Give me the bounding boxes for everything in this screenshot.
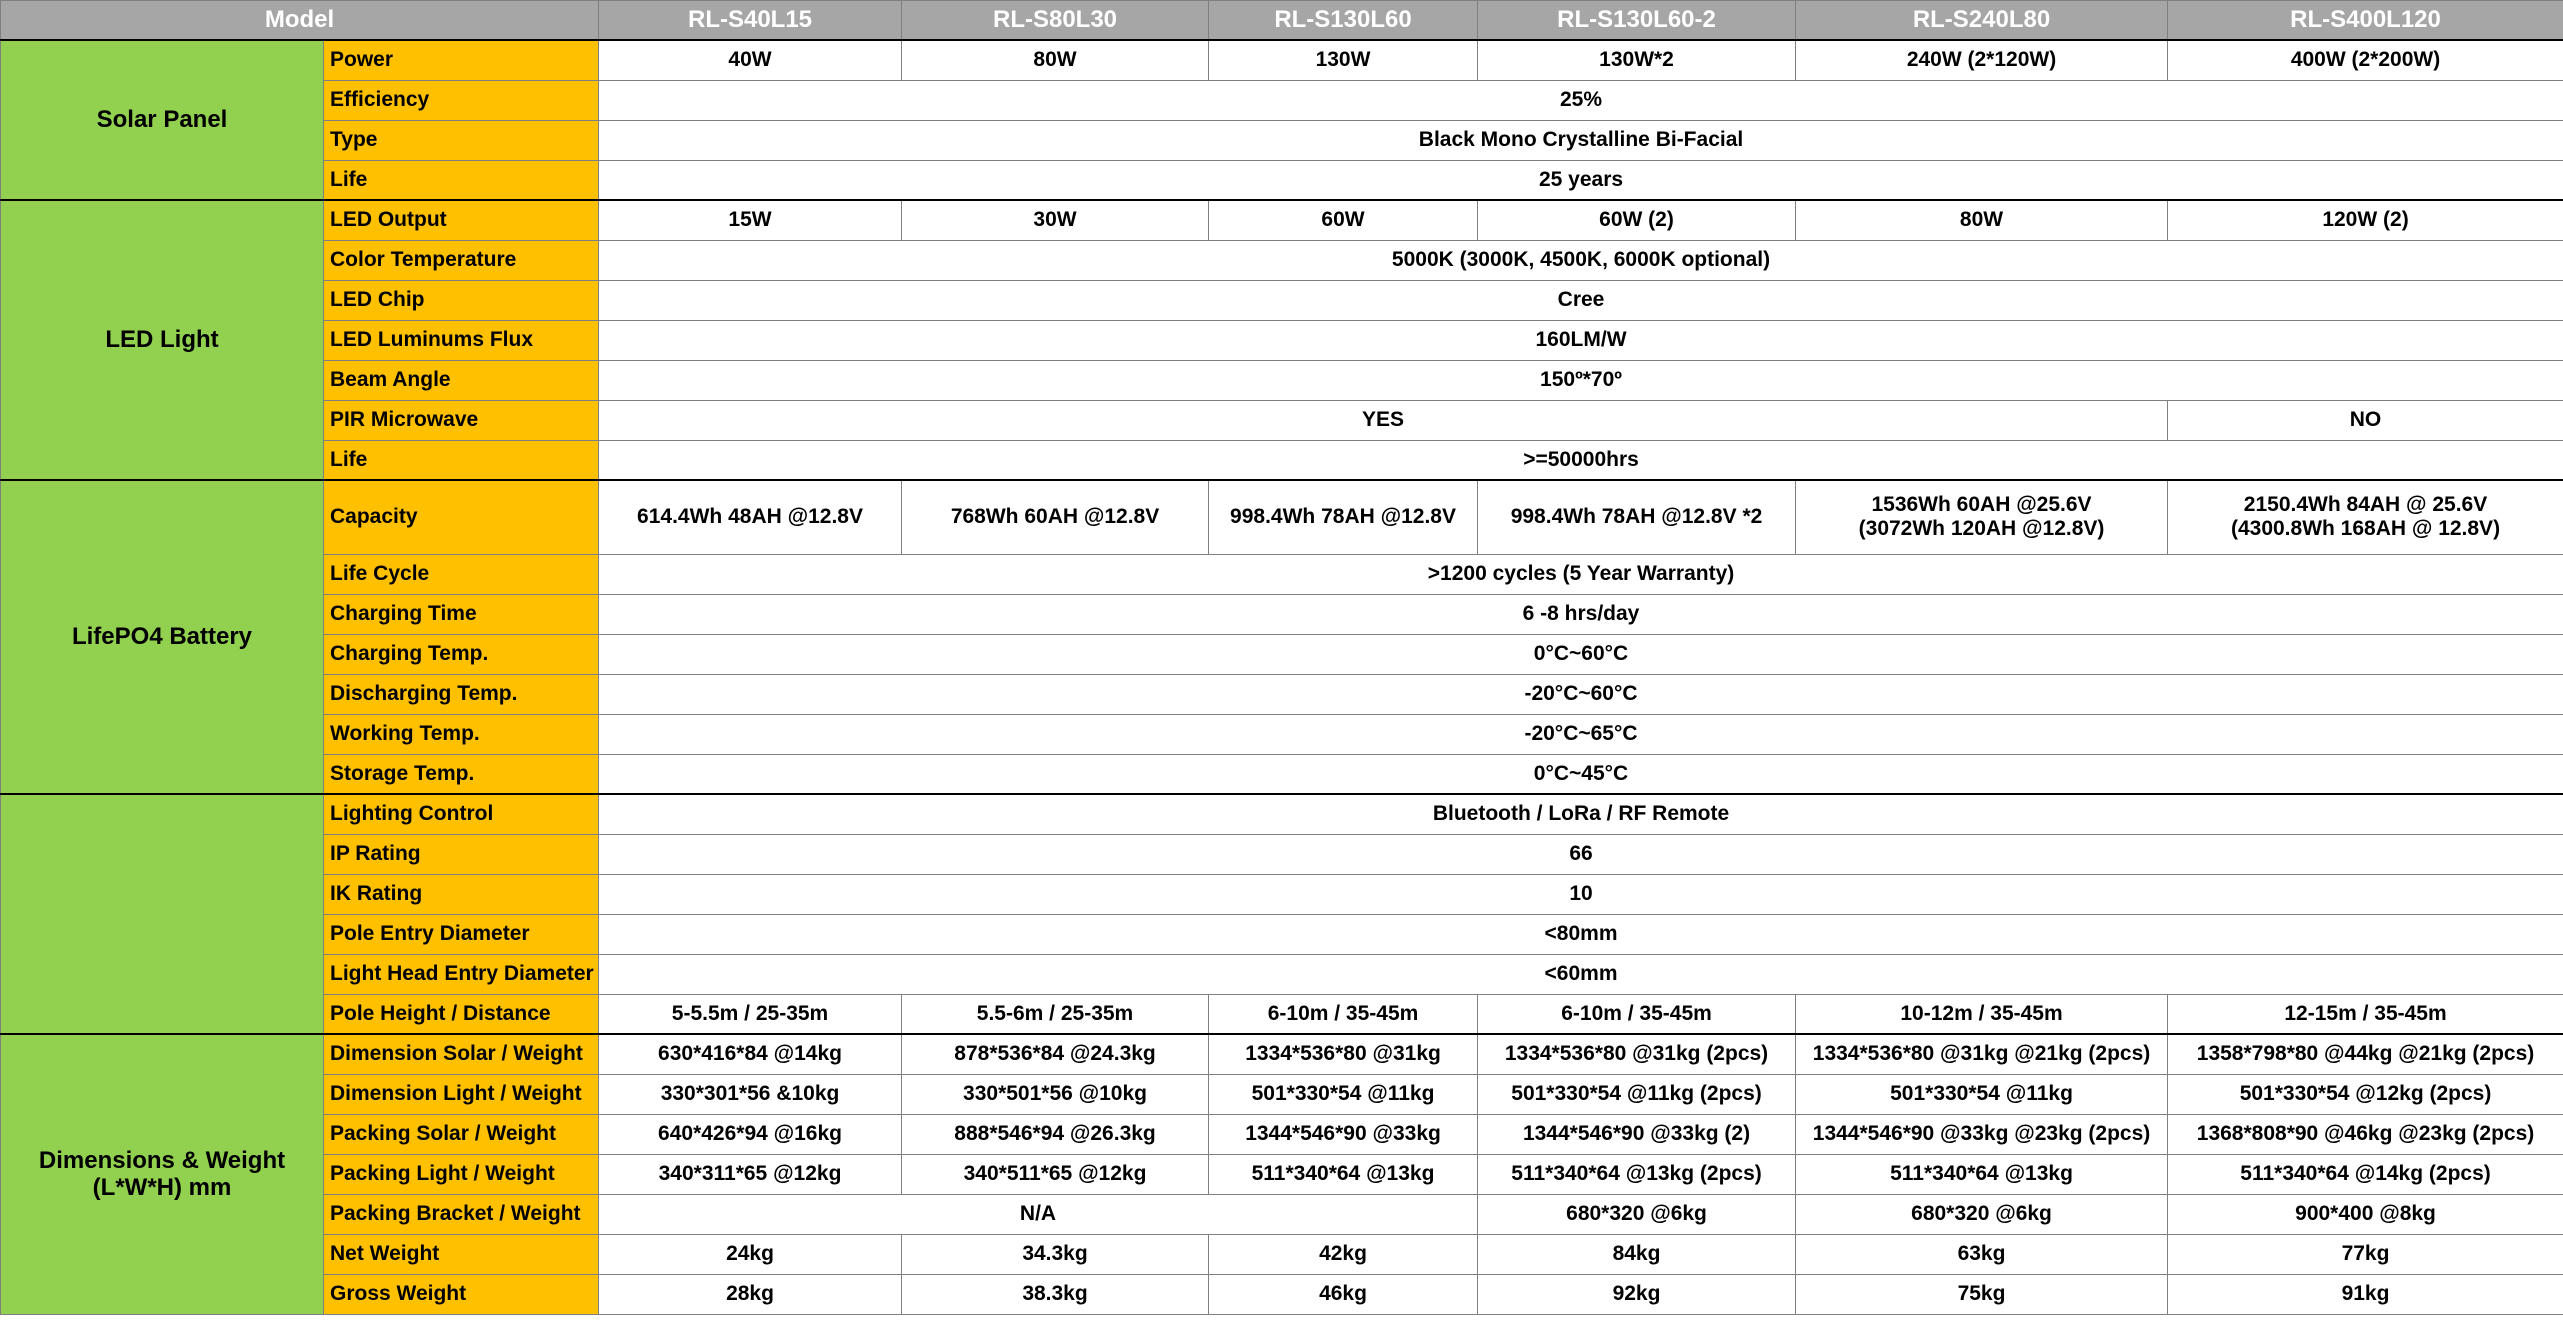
row-label: Net Weight: [324, 1234, 599, 1274]
cell: 330*301*56 &10kg: [599, 1074, 902, 1114]
row-label: Life Cycle: [324, 554, 599, 594]
cell: <80mm: [599, 914, 2563, 954]
table-row: [1, 1274, 2563, 1314]
table-row: [1, 874, 2563, 914]
cell: 1358*798*80 @44kg @21kg (2pcs): [2168, 1034, 2563, 1074]
table-row: [1, 834, 2563, 874]
table-row: [1, 714, 2563, 754]
cell: Black Mono Crystalline Bi-Facial: [599, 120, 2563, 160]
cell: 5000K (3000K, 4500K, 6000K optional): [599, 240, 2563, 280]
cell: 10: [599, 874, 2563, 914]
cell: 340*511*65 @12kg: [902, 1154, 1209, 1194]
cell: 1344*546*90 @33kg: [1209, 1114, 1478, 1154]
table-row: [1, 954, 2563, 994]
cell: 1334*536*80 @31kg @21kg (2pcs): [1796, 1034, 2168, 1074]
table-row: [1, 240, 2563, 280]
table-row: [1, 794, 2563, 834]
cell: -20°C~65°C: [599, 714, 2563, 754]
cell: 6-10m / 35-45m: [1209, 994, 1478, 1034]
table-row: [1, 1154, 2563, 1194]
row-label: LED Output: [324, 200, 599, 240]
table-row: [1, 554, 2563, 594]
cell: 330*501*56 @10kg: [902, 1074, 1209, 1114]
cell: >=50000hrs: [599, 440, 2563, 480]
row-label: Pole Height / Distance: [324, 994, 599, 1034]
row-label: Storage Temp.: [324, 754, 599, 794]
cell: 6-10m / 35-45m: [1478, 994, 1796, 1034]
cell: 77kg: [2168, 1234, 2563, 1274]
group-lifepo4-battery: LifePO4 Battery: [1, 480, 324, 794]
cell: 501*330*54 @12kg (2pcs): [2168, 1074, 2563, 1114]
row-label: Packing Light / Weight: [324, 1154, 599, 1194]
row-label: Life: [324, 160, 599, 200]
row-label: IP Rating: [324, 834, 599, 874]
row-label: Charging Temp.: [324, 634, 599, 674]
group-led-light: LED Light: [1, 200, 324, 480]
cell: 15W: [599, 200, 902, 240]
row-label: Pole Entry Diameter: [324, 914, 599, 954]
cell: 240W (2*120W): [1796, 40, 2168, 80]
cell: 501*330*54 @11kg: [1209, 1074, 1478, 1114]
cell: 63kg: [1796, 1234, 2168, 1274]
cell: 66: [599, 834, 2563, 874]
table-row: [1, 674, 2563, 714]
row-label: PIR Microwave: [324, 400, 599, 440]
row-label: Type: [324, 120, 599, 160]
cell-line: (4300.8Wh 168AH @ 12.8V): [2230, 517, 2501, 541]
model-header-1: RL-S40L15: [599, 1, 902, 41]
model-header-4: RL-S130L60-2: [1478, 1, 1796, 41]
cell: 511*340*64 @13kg (2pcs): [1478, 1154, 1796, 1194]
cell: 680*320 @6kg: [1478, 1194, 1796, 1234]
cell: N/A: [599, 1194, 1478, 1234]
model-header-2: RL-S80L30: [902, 1, 1209, 41]
cell: 998.4Wh 78AH @12.8V *2: [1478, 480, 1796, 554]
row-label: Packing Solar / Weight: [324, 1114, 599, 1154]
cell: 84kg: [1478, 1234, 1796, 1274]
cell: 0°C~45°C: [599, 754, 2563, 794]
cell: 680*320 @6kg: [1796, 1194, 2168, 1234]
cell: 768Wh 60AH @12.8V: [902, 480, 1209, 554]
cell: 1334*536*80 @31kg (2pcs): [1478, 1034, 1796, 1074]
cell: 998.4Wh 78AH @12.8V: [1209, 480, 1478, 554]
cell: 501*330*54 @11kg (2pcs): [1478, 1074, 1796, 1114]
cell: [2168, 480, 2563, 554]
cell: 75kg: [1796, 1274, 2168, 1314]
cell-line: 2150.4Wh 84AH @ 25.6V: [2243, 493, 2488, 517]
table-row: [1, 280, 2563, 320]
cell: 614.4Wh 48AH @12.8V: [599, 480, 902, 554]
cell: NO: [2168, 400, 2563, 440]
cell: 511*340*64 @13kg: [1796, 1154, 2168, 1194]
cell: 1344*546*90 @33kg @23kg (2pcs): [1796, 1114, 2168, 1154]
header-row: [1, 1, 2563, 41]
row-label: Color Temperature: [324, 240, 599, 280]
cell: 46kg: [1209, 1274, 1478, 1314]
row-label: Discharging Temp.: [324, 674, 599, 714]
cell: 12-15m / 35-45m: [2168, 994, 2563, 1034]
cell: 5.5-6m / 25-35m: [902, 994, 1209, 1034]
row-label: Charging Time: [324, 594, 599, 634]
cell: 34.3kg: [902, 1234, 1209, 1274]
group-line: Dimensions & Weight: [38, 1146, 286, 1174]
cell: 25%: [599, 80, 2563, 120]
table-row: [1, 634, 2563, 674]
cell: [1796, 480, 2168, 554]
table-row: [1, 120, 2563, 160]
cell: 80W: [902, 40, 1209, 80]
cell: 1334*536*80 @31kg: [1209, 1034, 1478, 1074]
model-header-5: RL-S240L80: [1796, 1, 2168, 41]
cell: 130W*2: [1478, 40, 1796, 80]
row-label: LED Luminums Flux: [324, 320, 599, 360]
row-label: Working Temp.: [324, 714, 599, 754]
model-header-6: RL-S400L120: [2168, 1, 2563, 41]
table-row: [1, 360, 2563, 400]
cell: 400W (2*200W): [2168, 40, 2563, 80]
cell: 80W: [1796, 200, 2168, 240]
row-label: Packing Bracket / Weight: [324, 1194, 599, 1234]
model-header: Model: [1, 1, 599, 41]
cell: 501*330*54 @11kg: [1796, 1074, 2168, 1114]
cell: 40W: [599, 40, 902, 80]
group-dimensions-weight: [1, 1034, 324, 1314]
cell-line: 1536Wh 60AH @25.6V: [1871, 493, 2092, 517]
cell: 10-12m / 35-45m: [1796, 994, 2168, 1034]
cell: 878*536*84 @24.3kg: [902, 1034, 1209, 1074]
cell: 1368*808*90 @46kg @23kg (2pcs): [2168, 1114, 2563, 1154]
table-row: [1, 1074, 2563, 1114]
row-label: Life: [324, 440, 599, 480]
cell: 130W: [1209, 40, 1478, 80]
cell: 28kg: [599, 1274, 902, 1314]
table-row: [1, 1114, 2563, 1154]
cell: >1200 cycles (5 Year Warranty): [599, 554, 2563, 594]
table-row: [1, 200, 2563, 240]
cell: 6 -8 hrs/day: [599, 594, 2563, 634]
cell: Bluetooth / LoRa / RF Remote: [599, 794, 2563, 834]
cell: 25 years: [599, 160, 2563, 200]
table-row: [1, 400, 2563, 440]
model-header-3: RL-S130L60: [1209, 1, 1478, 41]
group-unlabeled: [1, 794, 324, 1034]
cell: 38.3kg: [902, 1274, 1209, 1314]
row-label: Capacity: [324, 480, 599, 554]
row-label: Gross Weight: [324, 1274, 599, 1314]
cell: 511*340*64 @13kg: [1209, 1154, 1478, 1194]
group-solar-panel: Solar Panel: [1, 40, 324, 200]
cell: 24kg: [599, 1234, 902, 1274]
cell: 1344*546*90 @33kg (2): [1478, 1114, 1796, 1154]
table-row: [1, 320, 2563, 360]
group-line: (L*W*H) mm: [92, 1174, 232, 1202]
table-row: [1, 480, 2563, 554]
row-label: LED Chip: [324, 280, 599, 320]
row-label: Lighting Control: [324, 794, 599, 834]
cell: 640*426*94 @16kg: [599, 1114, 902, 1154]
cell: 60W: [1209, 200, 1478, 240]
row-label: IK Rating: [324, 874, 599, 914]
row-label: Efficiency: [324, 80, 599, 120]
table-row: [1, 994, 2563, 1034]
cell: 30W: [902, 200, 1209, 240]
table-row: [1, 594, 2563, 634]
table-row: [1, 80, 2563, 120]
cell: 92kg: [1478, 1274, 1796, 1314]
row-label: Power: [324, 40, 599, 80]
cell: 150º*70º: [599, 360, 2563, 400]
table-row: [1, 160, 2563, 200]
cell: 630*416*84 @14kg: [599, 1034, 902, 1074]
cell: 0°C~60°C: [599, 634, 2563, 674]
cell-line: (3072Wh 120AH @12.8V): [1858, 517, 2105, 541]
cell: 60W (2): [1478, 200, 1796, 240]
cell: 340*311*65 @12kg: [599, 1154, 902, 1194]
table-row: [1, 1234, 2563, 1274]
cell: 511*340*64 @14kg (2pcs): [2168, 1154, 2563, 1194]
row-label: Dimension Light / Weight: [324, 1074, 599, 1114]
cell: Cree: [599, 280, 2563, 320]
cell: 160LM/W: [599, 320, 2563, 360]
table-row: [1, 1034, 2563, 1074]
row-label: Dimension Solar / Weight: [324, 1034, 599, 1074]
cell: 900*400 @8kg: [2168, 1194, 2563, 1234]
cell: 888*546*94 @26.3kg: [902, 1114, 1209, 1154]
row-label: Beam Angle: [324, 360, 599, 400]
table-row: [1, 754, 2563, 794]
cell: -20°C~60°C: [599, 674, 2563, 714]
table-row: [1, 1194, 2563, 1234]
cell: YES: [599, 400, 2168, 440]
cell: 91kg: [2168, 1274, 2563, 1314]
table-row: [1, 914, 2563, 954]
cell: 5-5.5m / 25-35m: [599, 994, 902, 1034]
table-row: [1, 440, 2563, 480]
cell: <60mm: [599, 954, 2563, 994]
table-row: [1, 40, 2563, 80]
cell: 120W (2): [2168, 200, 2563, 240]
row-label: Light Head Entry Diameter: [324, 954, 599, 994]
cell: 42kg: [1209, 1234, 1478, 1274]
